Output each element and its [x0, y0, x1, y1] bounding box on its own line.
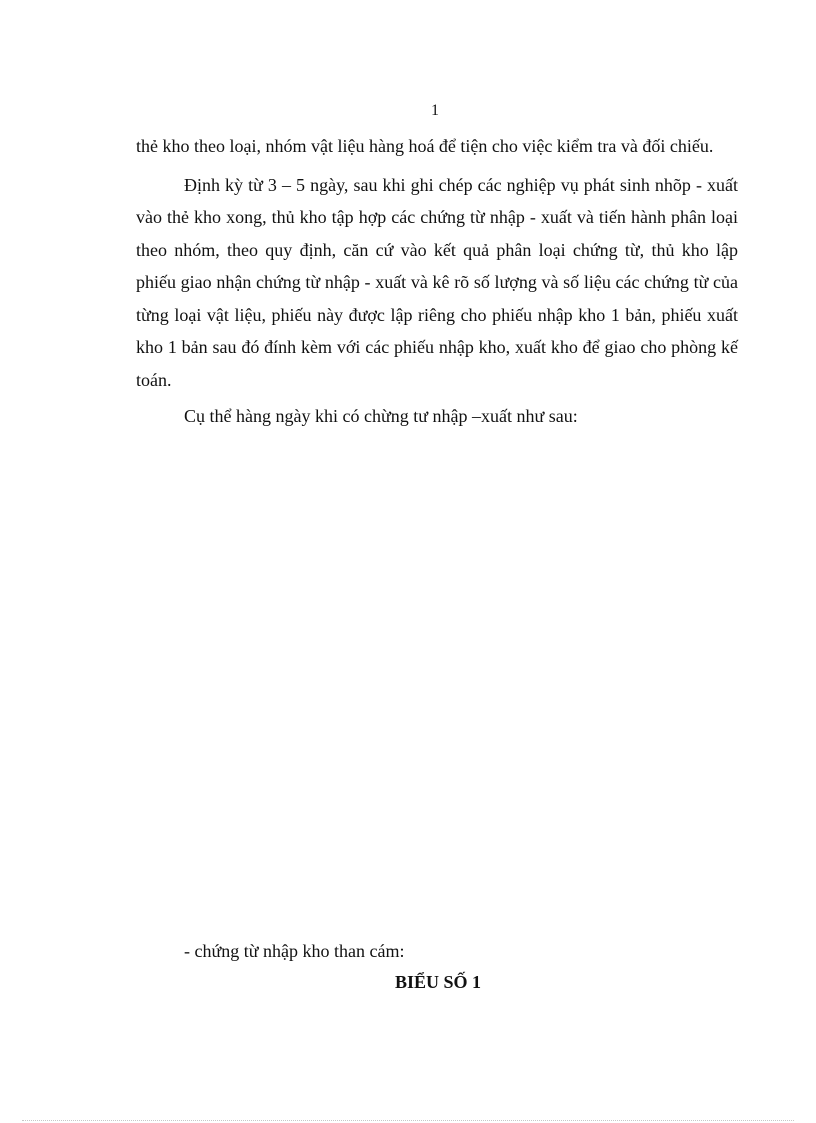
page-number: 1: [431, 102, 439, 119]
paragraph-3: Cụ thể hàng ngày khi có chừng tư nhập –xuất như sau:: [184, 406, 578, 426]
list-item-voucher: - chứng từ nhập kho than cám:: [184, 941, 405, 961]
paragraph-2: Định kỳ từ 3 – 5 ngày, sau khi ghi chép các nghiệp vụ phát sinh nhõp - xuất vào thẻ kho xong, thủ kho tập hợp các chứng từ nhập - xuất và tiến hành phân loại theo nhóm, theo quy định, căn cứ vào kết quả phân loại chứng từ, thủ kho lập phiếu giao nhận chứng từ nhập - xuất và kê rõ số lượng và số liệu các chứng từ của từng loại vật liệu, phiếu này được lập riêng cho phiếu nhập kho 1 bản, phiếu xuất kho 1 bản sau đó đính kèm với các phiếu nhập kho, xuất kho để giao cho phòng kế toán.: [136, 174, 738, 390]
body-text: [136, 130, 738, 433]
table-heading: BIỂU SỐ 1: [394, 972, 482, 992]
paragraph-1: thẻ kho theo loại, nhóm vật liệu hàng hoá để tiện cho việc kiểm tra và đối chiếu.: [136, 136, 714, 156]
page-bottom-divider: [22, 1120, 794, 1121]
